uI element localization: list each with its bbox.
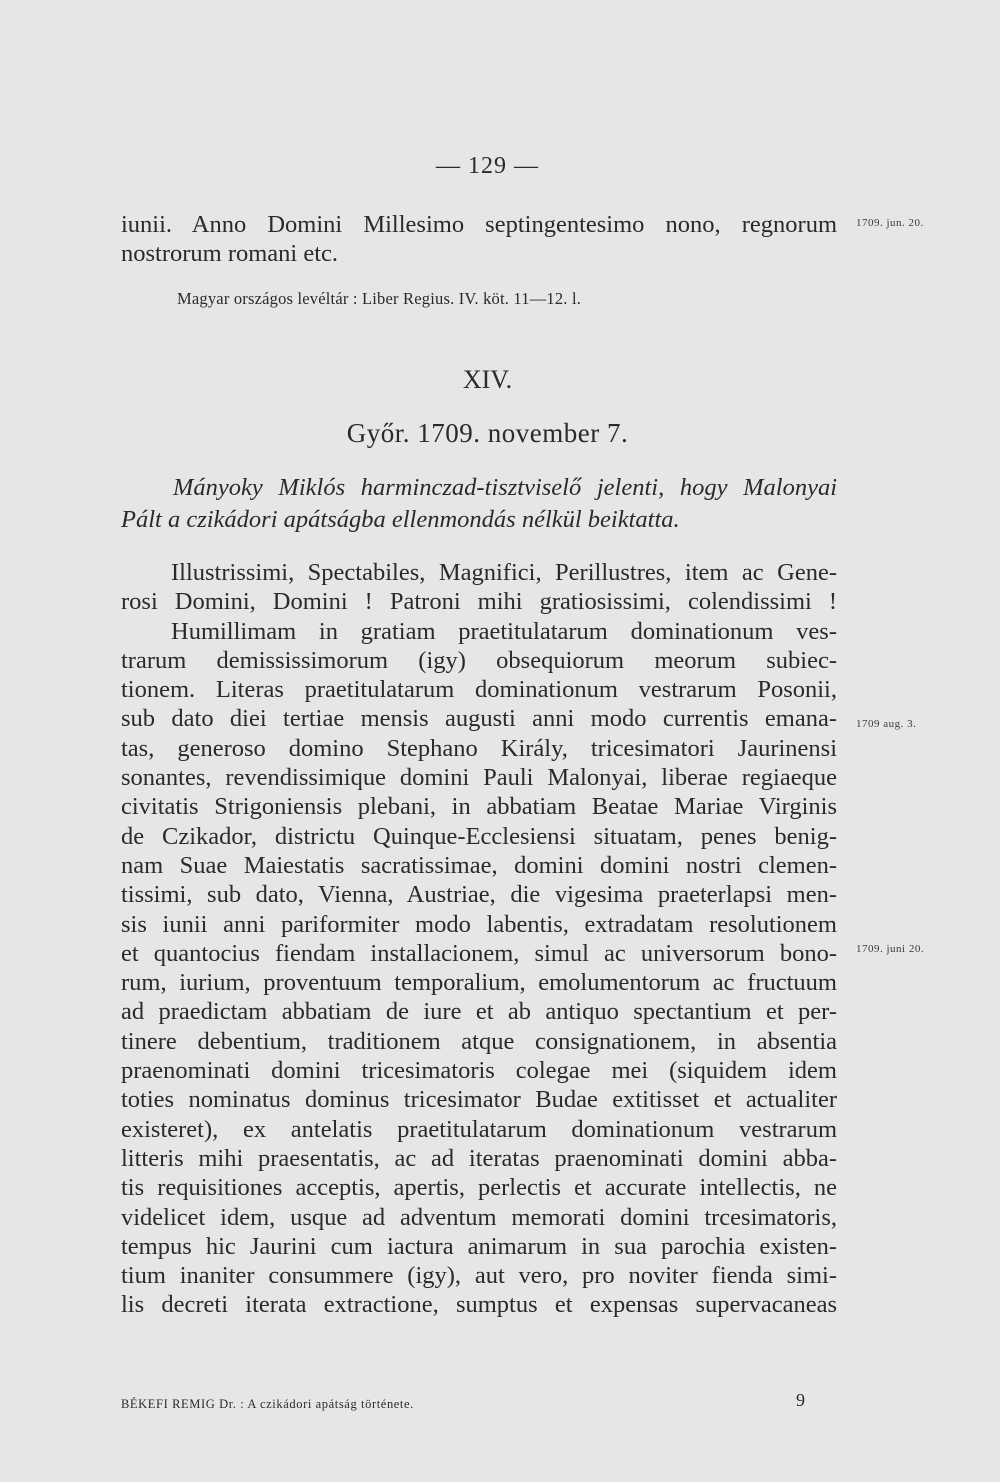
summary-line: Pált a czikádori apátságba ellenmondás nélkül beiktatta. <box>121 506 680 533</box>
text-line: praenominati domini tricesimatoris colegae mei (siquidem idem <box>121 1057 837 1085</box>
document-summary <box>121 472 837 536</box>
text-line: tas, generoso domino Stephano Király, tricesimatori Jaurinensi <box>121 734 837 762</box>
text-line: tis requisitiones acceptis, apertis, perlectis et accurate intellectis, ne <box>121 1174 837 1202</box>
text-line: nostrorum romani etc. <box>121 240 339 268</box>
text-line: tissimi, sub dato, Vienna, Austriae, die vigesima praeterlapsi men- <box>121 881 837 909</box>
footer-author-title: BÉKEFI REMIG Dr. : A czikádori apátság története. <box>121 1397 414 1411</box>
text-line: toties nominatus dominus tricesimator Budae extitisset et actualiter <box>121 1086 837 1114</box>
text-line: ad praedictam abbatiam de iure et ab antiquo spectantium et per- <box>121 998 837 1026</box>
footer-signature-mark: 9 <box>796 1390 805 1410</box>
text-line: tium inaniter consummere (igy), aut vero, pro noviter fienda simi- <box>121 1262 837 1290</box>
margin-note-date: 1709. jun. 20. <box>856 217 924 229</box>
text-line: tinere debentium, traditionem atque consignationem, in absentia <box>121 1027 837 1055</box>
text-line: tempus hic Jaurini cum iactura animarum in sua parochia existen- <box>121 1232 837 1260</box>
text-line: rosi Domini, Domini ! Patroni mihi gratiosissimi, colendissimi ! <box>121 588 837 616</box>
document-place-date: Győr. 1709. november 7. <box>346 418 629 448</box>
text-line: videlicet idem, usque ad adventum memorati domini trcesimatoris, <box>121 1203 837 1231</box>
document-number: XIV. <box>462 365 513 394</box>
archive-citation: Magyar országos levéltár : Liber Regius. IV. köt. 11—12. l. <box>177 289 582 308</box>
text-line: lis decreti iterata extractione, sumptus et expensas supervacaneas <box>121 1291 837 1319</box>
text-line: Illustrissimi, Spectabiles, Magnifici, Perillustres, item ac Gene- <box>171 559 837 586</box>
text-line: sonantes, revendissimique domini Pauli Malonyai, liberae regiaeque <box>121 764 837 792</box>
text-line: sis iunii anni pariformiter modo labentis, extradatam resolutionem <box>121 910 837 938</box>
text-line: iunii. Anno Domini Millesimo septingentesimo nono, regnorum <box>121 211 837 238</box>
summary-line: Mányoky Miklós harminczad-tisztviselő jelenti, hogy Malonyai <box>173 474 837 501</box>
text-line: litteris mihi praesentatis, ac ad iteratas praenominati domini abba- <box>121 1144 837 1172</box>
continuation-text <box>121 210 837 269</box>
text-line: et quantocius fiendam installacionem, simul ac universorum bono- <box>121 939 837 967</box>
page-number: — 129 — <box>436 153 539 179</box>
main-text <box>121 558 837 1320</box>
text-line: rum, iurium, proventuum temporalium, emolumentorum ac fructuum <box>121 969 837 997</box>
text-line: Humillimam in gratiam praetitulatarum dominationum ves- <box>171 617 837 645</box>
text-line: tionem. Literas praetitulatarum dominationum vestrarum Posonii, <box>121 676 837 704</box>
text-line: existeret), ex antelatis praetitulatarum dominationum vestrarum <box>121 1115 837 1143</box>
text-line: civitatis Strigoniensis plebani, in abbatiam Beatae Mariae Virginis <box>121 793 837 821</box>
text-line: trarum demississimorum (igy) obsequiorum meorum subiec- <box>121 646 837 674</box>
text-line: de Czikador, districtu Quinque-Ecclesiensi situatam, penes benig- <box>121 822 837 850</box>
text-line: sub dato diei tertiae mensis augusti anni modo currentis emana- <box>121 705 837 733</box>
margin-note-date: 1709. juni 20. <box>856 943 925 955</box>
margin-note-date: 1709 aug. 3. <box>856 718 917 730</box>
text-line: nam Suae Maiestatis sacratissimae, domini domini nostri clemen- <box>121 851 837 879</box>
